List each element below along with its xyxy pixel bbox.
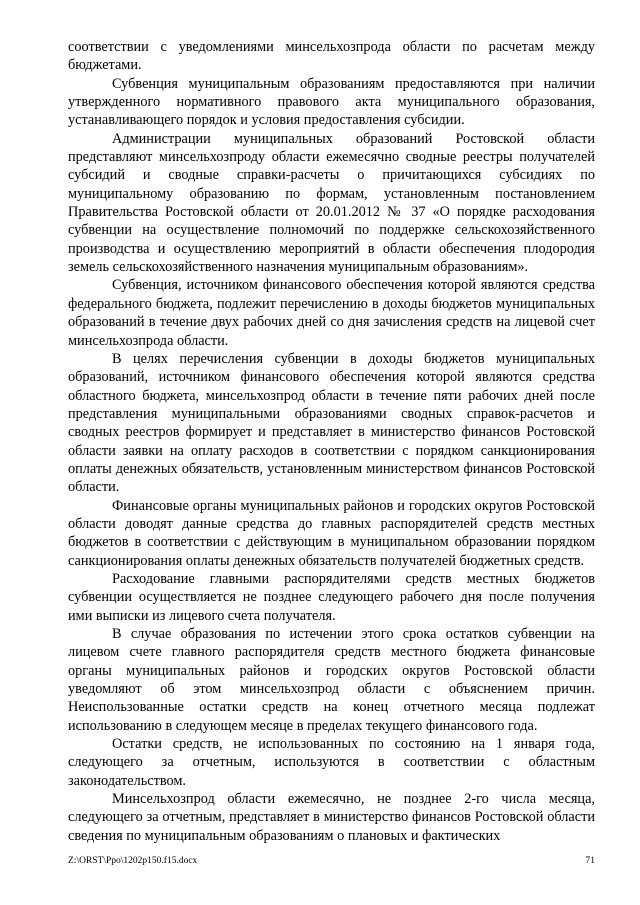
paragraph: Субвенция, источником финансового обеспечения которой являются средства федерального бюджета, подлежит перечислению в доходы бюджетов муниципальных образований в течение двух рабочих дней со дня зачисления средств на лицевой счет минсельхозпрода области. (68, 277, 595, 349)
paragraph: Администрации муниципальных образований Ростовской области представляют минсельхозпроду области ежемесячно сводные реестры получателей субсидий и сводные справки-расчеты о причитающихся субсидиях по муниципальному образованию по формам, установленным постановлением Правительства Ростовской области от 20.01.2012 № 37 «О порядке расходования субвенции на осуществление полномочий по поддержке сельскохозяйственного производства и осуществлению мероприятий в области обеспечения плодородия земель сельскохозяйственного назначения муниципальным образованиям». (68, 130, 595, 276)
document-body (68, 38, 595, 845)
page-number: 71 (585, 856, 595, 866)
paragraph: соответствии с уведомлениями минсельхозпрода области по расчетам между бюджетами. (68, 39, 595, 74)
paragraph: Остатки средств, не использованных по состоянию на 1 января года, следующего за отчетным, используются в соответствии с областным законодательством. (68, 736, 595, 789)
paragraph: Субвенция муниципальным образованиям предоставляются при наличии утвержденного нормативного правового акта муниципального образования, устанавливающего порядок и условия предоставления субсидии. (68, 75, 595, 129)
paragraph: В случае образования по истечении этого срока остатков субвенции на лицевом счете главного распорядителя средств местного бюджета финансовые органы муниципальных районов и городских округов Ростовской области уведомляют об этом минсельхозпрод области с объяснением причин. Неиспользованные остатки средств на конец отчетного месяца подлежат использованию в следующем месяце в пределах текущего финансового года. (68, 626, 595, 734)
footer-file-path: Z:\ORST\Ppo\1202p150.f15.docx (68, 856, 198, 866)
paragraph: Минсельхозпрод области ежемесячно, не позднее 2-го числа месяца, следующего за отчетным, представляет в министерство финансов Ростовской области сведения по муниципальным образованиям о плановых и фактических (68, 791, 595, 844)
paragraph: Расходование главными распорядителями средств местных бюджетов субвенции осуществляется не позднее следующего рабочего дня после получения ими выписки из лицевого счета получателя. (68, 570, 595, 624)
paragraph: В целях перечисления субвенции в доходы бюджетов муниципальных образований, источником финансового обеспечения которой являются средства областного бюджета, минсельхозпрод области в течение пяти рабочих дней после представления муниципальными образованиями сводных справок-расчетов и сводных реестров формирует и представляет в министерство финансов Ростовской области заявки на оплату расходов в соответствии с порядком санкционирования оплаты денежных обязательств, установленным министерством финансов Ростовской области. (68, 350, 595, 496)
paragraph: Финансовые органы муниципальных районов и городских округов Ростовской области доводят данные средства до главных распорядителей средств местных бюджетов в соответствии с действующим в муниципальном образовании порядком санкционирования оплаты денежных обязательств получателей бюджетных средств. (68, 497, 595, 569)
